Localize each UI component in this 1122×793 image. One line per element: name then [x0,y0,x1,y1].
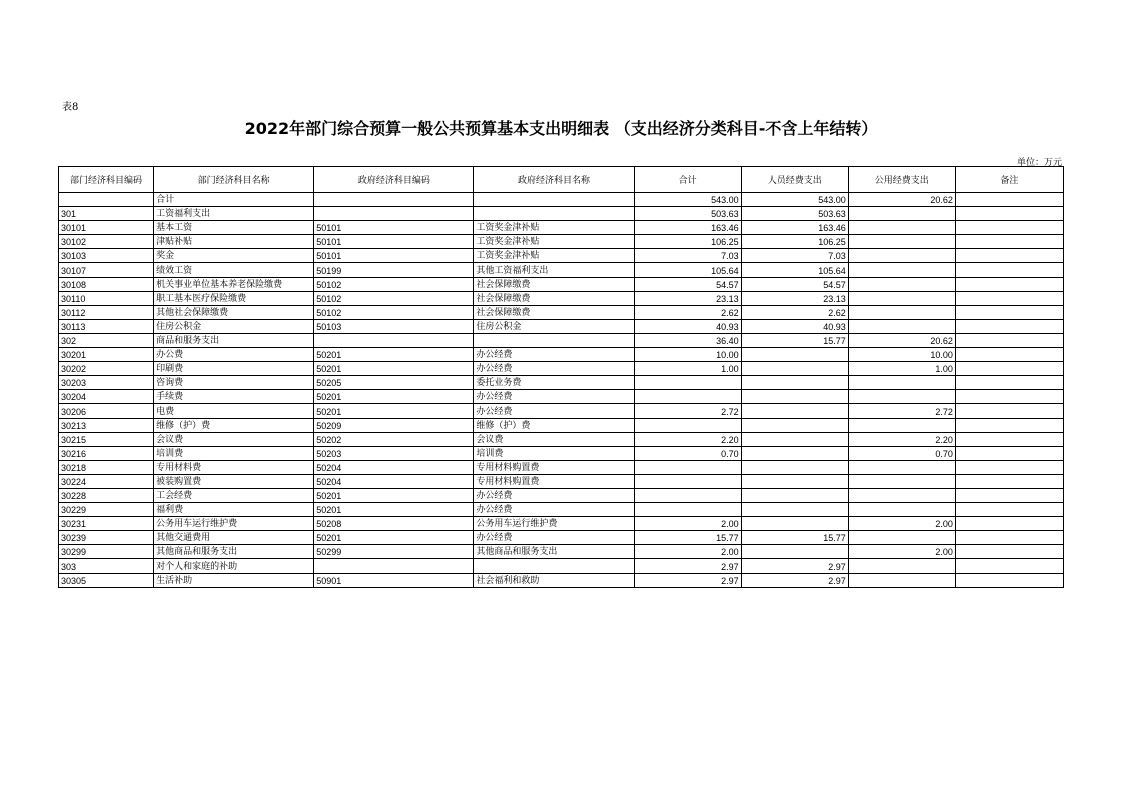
cell-personnel: 2.62 [741,305,848,319]
cell-dept-name: 工会经费 [154,488,314,502]
cell-gov-name: 办公经费 [474,390,634,404]
cell-dept-name: 生活补助 [154,573,314,587]
cell-note [955,348,1063,362]
cell-dept-name: 对个人和家庭的补助 [154,559,314,573]
cell-dept-code: 30108 [59,277,154,291]
cell-personnel [741,446,848,460]
cell-gov-code: 50199 [314,263,474,277]
cell-public [848,460,955,474]
cell-dept-code: 30102 [59,235,154,249]
cell-total: 2.97 [634,559,741,573]
cell-total: 2.72 [634,404,741,418]
cell-total: 2.97 [634,573,741,587]
header-total: 合计 [634,167,741,193]
cell-note [955,488,1063,502]
cell-dept-name: 咨询费 [154,376,314,390]
cell-personnel [741,362,848,376]
cell-total: 105.64 [634,263,741,277]
cell-gov-name: 办公经费 [474,503,634,517]
cell-note [955,319,1063,333]
cell-gov-name: 办公经费 [474,404,634,418]
cell-gov-name: 工资奖金津补贴 [474,235,634,249]
cell-personnel: 54.57 [741,277,848,291]
cell-total: 7.03 [634,249,741,263]
cell-dept-code: 30213 [59,418,154,432]
cell-total: 36.40 [634,333,741,347]
cell-dept-name: 培训费 [154,446,314,460]
table-row [59,432,1064,446]
cell-dept-name: 住房公积金 [154,319,314,333]
unit-label: 单位：万元 [1016,158,1062,168]
budget-detail-table [58,166,1064,588]
cell-dept-name: 专用材料费 [154,460,314,474]
cell-dept-code: 30215 [59,432,154,446]
cell-total: 163.46 [634,221,741,235]
cell-note [955,517,1063,531]
cell-personnel: 503.63 [741,207,848,221]
cell-gov-name: 办公经费 [474,362,634,376]
cell-gov-code: 50901 [314,573,474,587]
table-row [59,503,1064,517]
cell-personnel: 543.00 [741,193,848,207]
cell-note [955,193,1063,207]
cell-gov-code: 50101 [314,221,474,235]
cell-personnel: 23.13 [741,291,848,305]
cell-total: 2.00 [634,517,741,531]
cell-gov-name: 社会保障缴费 [474,291,634,305]
table-number-label: 表8 [62,102,79,113]
cell-gov-name [474,193,634,207]
cell-total [634,376,741,390]
table-row [59,390,1064,404]
cell-note [955,545,1063,559]
cell-note [955,207,1063,221]
cell-note [955,277,1063,291]
cell-gov-name: 办公经费 [474,488,634,502]
cell-dept-code: 30228 [59,488,154,502]
table-row [59,418,1064,432]
cell-dept-name: 电费 [154,404,314,418]
cell-public: 20.62 [848,193,955,207]
cell-personnel: 15.77 [741,333,848,347]
header-dept-name: 部门经济科目名称 [154,167,314,193]
cell-note [955,235,1063,249]
cell-note [955,221,1063,235]
table-row [59,249,1064,263]
cell-dept-code: 30231 [59,517,154,531]
cell-dept-code: 30113 [59,319,154,333]
cell-dept-name: 奖金 [154,249,314,263]
cell-note [955,404,1063,418]
cell-public [848,277,955,291]
table-row [59,573,1064,587]
cell-total: 10.00 [634,348,741,362]
table-row [59,291,1064,305]
cell-public [848,573,955,587]
cell-dept-name: 被装购置费 [154,474,314,488]
cell-dept-name: 其他商品和服务支出 [154,545,314,559]
cell-personnel [741,517,848,531]
cell-total: 2.00 [634,545,741,559]
table-row [59,362,1064,376]
cell-gov-name: 公务用车运行维护费 [474,517,634,531]
table-row [59,221,1064,235]
header-gov-code: 政府经济科目编码 [314,167,474,193]
cell-total: 543.00 [634,193,741,207]
cell-note [955,503,1063,517]
cell-note [955,573,1063,587]
cell-note [955,559,1063,573]
table-row [59,305,1064,319]
table-row [59,277,1064,291]
cell-gov-code: 50209 [314,418,474,432]
cell-note [955,291,1063,305]
cell-gov-code [314,559,474,573]
cell-gov-name [474,559,634,573]
cell-public [848,488,955,502]
cell-gov-name: 专用材料购置费 [474,460,634,474]
cell-personnel [741,376,848,390]
cell-gov-code: 50201 [314,362,474,376]
cell-dept-name: 职工基本医疗保险缴费 [154,291,314,305]
cell-dept-name: 其他社会保障缴费 [154,305,314,319]
document-title: 2022年部门综合预算一般公共预算基本支出明细表 （支出经济分类科目-不含上年结转） [244,119,878,138]
cell-total [634,474,741,488]
table-row [59,348,1064,362]
cell-gov-name: 办公经费 [474,531,634,545]
cell-dept-name: 工资福利支出 [154,207,314,221]
cell-dept-code: 30204 [59,390,154,404]
cell-gov-name: 其他工资福利支出 [474,263,634,277]
cell-gov-code: 50203 [314,446,474,460]
cell-note [955,474,1063,488]
table-row [59,193,1064,207]
cell-note [955,362,1063,376]
cell-gov-code: 50204 [314,474,474,488]
cell-personnel [741,404,848,418]
cell-dept-code: 30299 [59,545,154,559]
header-gov-name: 政府经济科目名称 [474,167,634,193]
cell-dept-code: 30224 [59,474,154,488]
cell-gov-code: 50205 [314,376,474,390]
cell-public: 20.62 [848,333,955,347]
cell-dept-name: 印刷费 [154,362,314,376]
cell-gov-name: 工资奖金津补贴 [474,221,634,235]
cell-public [848,249,955,263]
cell-dept-code: 30218 [59,460,154,474]
cell-note [955,333,1063,347]
cell-gov-name: 住房公积金 [474,319,634,333]
cell-gov-code: 50102 [314,305,474,319]
cell-dept-code: 301 [59,207,154,221]
cell-gov-name: 社会福利和救助 [474,573,634,587]
cell-dept-code: 30201 [59,348,154,362]
table-header-row [59,167,1064,193]
cell-total [634,488,741,502]
table-row [59,488,1064,502]
cell-note [955,390,1063,404]
cell-public: 2.72 [848,404,955,418]
header-note: 备注 [955,167,1063,193]
cell-gov-name: 会议费 [474,432,634,446]
cell-public: 2.00 [848,517,955,531]
cell-dept-name: 福利费 [154,503,314,517]
cell-total: 23.13 [634,291,741,305]
cell-dept-code: 30216 [59,446,154,460]
cell-dept-name: 维修（护）费 [154,418,314,432]
cell-total [634,418,741,432]
cell-total: 1.00 [634,362,741,376]
table-row [59,404,1064,418]
header-personnel: 人员经费支出 [741,167,848,193]
cell-gov-name: 社会保障缴费 [474,305,634,319]
cell-personnel [741,503,848,517]
cell-note [955,305,1063,319]
cell-total [634,390,741,404]
table-row [59,474,1064,488]
cell-gov-name: 办公经费 [474,348,634,362]
cell-gov-code: 50101 [314,235,474,249]
cell-gov-code: 50103 [314,319,474,333]
cell-dept-code: 30229 [59,503,154,517]
table-row [59,559,1064,573]
cell-note [955,376,1063,390]
cell-gov-code: 50202 [314,432,474,446]
cell-gov-name: 社会保障缴费 [474,277,634,291]
cell-dept-code: 30107 [59,263,154,277]
cell-total: 40.93 [634,319,741,333]
cell-gov-code: 50102 [314,277,474,291]
cell-dept-code: 30206 [59,404,154,418]
table-row [59,263,1064,277]
cell-personnel: 15.77 [741,531,848,545]
cell-dept-code: 30305 [59,573,154,587]
cell-dept-code [59,193,154,207]
cell-public: 0.70 [848,446,955,460]
table-row [59,207,1064,221]
cell-note [955,249,1063,263]
cell-dept-code: 303 [59,559,154,573]
cell-gov-code [314,193,474,207]
cell-note [955,432,1063,446]
cell-total: 2.62 [634,305,741,319]
cell-personnel [741,432,848,446]
cell-public [848,390,955,404]
table-row [59,545,1064,559]
cell-public [848,305,955,319]
cell-gov-name [474,333,634,347]
cell-dept-code: 30203 [59,376,154,390]
table-row [59,235,1064,249]
table-row [59,460,1064,474]
cell-public [848,291,955,305]
cell-personnel: 106.25 [741,235,848,249]
cell-dept-name: 会议费 [154,432,314,446]
cell-dept-name: 办公费 [154,348,314,362]
cell-personnel [741,390,848,404]
cell-gov-code: 50102 [314,291,474,305]
cell-gov-name: 培训费 [474,446,634,460]
cell-dept-name: 手续费 [154,390,314,404]
cell-gov-code: 50208 [314,517,474,531]
cell-total: 106.25 [634,235,741,249]
cell-note [955,460,1063,474]
cell-gov-name: 工资奖金津补贴 [474,249,634,263]
cell-dept-code: 30103 [59,249,154,263]
cell-dept-code: 302 [59,333,154,347]
cell-dept-name: 基本工资 [154,221,314,235]
cell-total: 2.20 [634,432,741,446]
cell-gov-code: 50201 [314,503,474,517]
cell-public [848,207,955,221]
cell-gov-code [314,207,474,221]
header-public: 公用经费支出 [848,167,955,193]
cell-public [848,474,955,488]
cell-gov-name: 其他商品和服务支出 [474,545,634,559]
cell-personnel [741,418,848,432]
cell-gov-code: 50201 [314,488,474,502]
cell-total: 0.70 [634,446,741,460]
cell-dept-name: 商品和服务支出 [154,333,314,347]
cell-gov-name [474,207,634,221]
table-body [59,193,1064,588]
cell-public [848,319,955,333]
cell-public: 1.00 [848,362,955,376]
cell-personnel: 2.97 [741,559,848,573]
cell-dept-code: 30202 [59,362,154,376]
cell-dept-code: 30112 [59,305,154,319]
cell-public: 10.00 [848,348,955,362]
table-row [59,531,1064,545]
cell-dept-name: 公务用车运行维护费 [154,517,314,531]
cell-gov-name: 专用材料购置费 [474,474,634,488]
cell-public [848,235,955,249]
cell-gov-code: 50101 [314,249,474,263]
cell-dept-name: 合计 [154,193,314,207]
cell-dept-name: 其他交通费用 [154,531,314,545]
cell-dept-name: 津贴补贴 [154,235,314,249]
cell-personnel: 2.97 [741,573,848,587]
cell-gov-code: 50201 [314,348,474,362]
cell-gov-name: 委托业务费 [474,376,634,390]
table-row [59,376,1064,390]
cell-gov-code [314,333,474,347]
cell-personnel: 40.93 [741,319,848,333]
cell-gov-code: 50299 [314,545,474,559]
cell-public: 2.20 [848,432,955,446]
cell-personnel [741,545,848,559]
cell-public [848,531,955,545]
cell-personnel [741,348,848,362]
cell-gov-code: 50201 [314,390,474,404]
cell-total [634,460,741,474]
cell-personnel [741,488,848,502]
cell-gov-code: 50201 [314,531,474,545]
cell-public: 2.00 [848,545,955,559]
cell-public [848,559,955,573]
table-row [59,446,1064,460]
cell-note [955,418,1063,432]
cell-gov-code: 50204 [314,460,474,474]
cell-note [955,446,1063,460]
cell-gov-name: 维修（护）费 [474,418,634,432]
cell-public [848,376,955,390]
cell-dept-name: 绩效工资 [154,263,314,277]
cell-gov-code: 50201 [314,404,474,418]
cell-personnel: 105.64 [741,263,848,277]
cell-total: 15.77 [634,531,741,545]
table-row [59,319,1064,333]
table-row [59,333,1064,347]
cell-dept-code: 30239 [59,531,154,545]
cell-personnel [741,474,848,488]
cell-total: 503.63 [634,207,741,221]
cell-personnel [741,460,848,474]
cell-public [848,263,955,277]
cell-dept-code: 30101 [59,221,154,235]
cell-note [955,531,1063,545]
cell-public [848,221,955,235]
cell-dept-code: 30110 [59,291,154,305]
cell-dept-name: 机关事业单位基本养老保险缴费 [154,277,314,291]
cell-note [955,263,1063,277]
cell-personnel: 163.46 [741,221,848,235]
cell-public [848,503,955,517]
header-dept-code: 部门经济科目编码 [59,167,154,193]
cell-total: 54.57 [634,277,741,291]
cell-public [848,418,955,432]
table-row [59,517,1064,531]
cell-personnel: 7.03 [741,249,848,263]
cell-total [634,503,741,517]
